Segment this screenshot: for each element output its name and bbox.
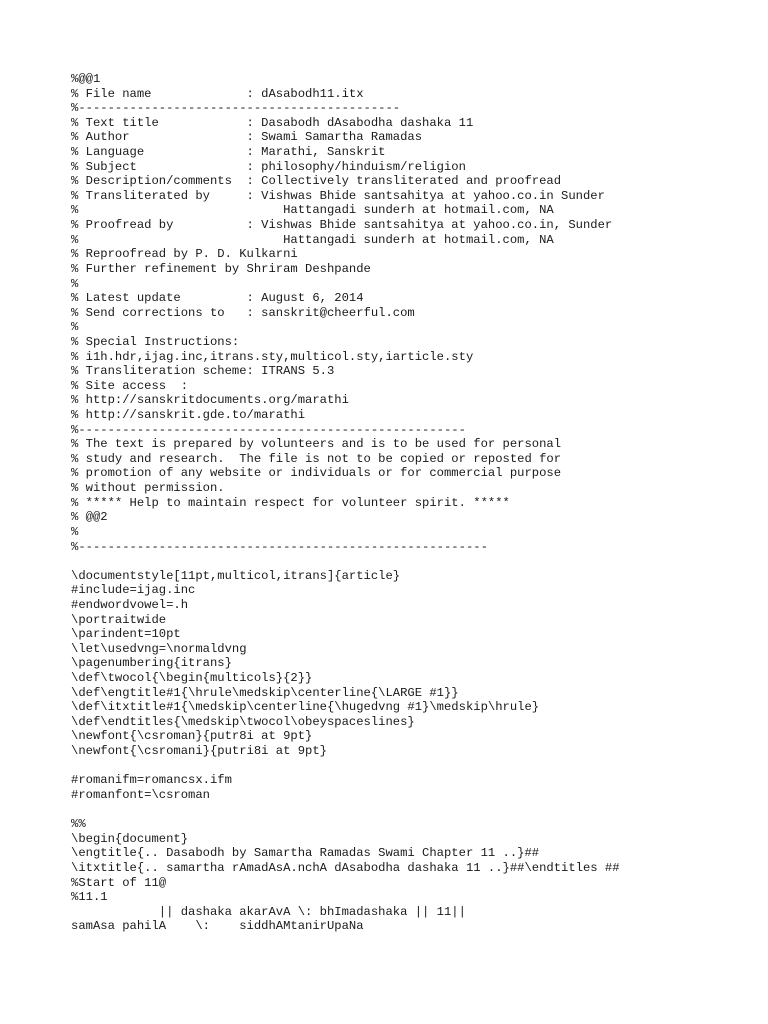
document-line: %% bbox=[71, 817, 86, 832]
document-line: % Subject : philosophy/hinduism/religion bbox=[71, 159, 466, 174]
document-line: \engtitle{.. Dasabodh by Samartha Ramadas Swami Chapter 11 ..}## bbox=[71, 846, 540, 861]
document-line: % Hattangadi sunderh at hotmail.com, NA bbox=[71, 232, 554, 247]
document-line: % bbox=[71, 276, 79, 291]
document-line: \pagenumbering{itrans} bbox=[71, 656, 232, 671]
document-line: % Transliteration scheme: ITRANS 5.3 bbox=[71, 364, 335, 379]
document-line: \portraitwide bbox=[71, 612, 167, 627]
document-line: \def\engtitle#1{\hrule\medskip\centerline{\LARGE #1}} bbox=[71, 685, 459, 700]
document-line: % Language : Marathi, Sanskrit bbox=[71, 145, 386, 160]
document-line: \def\itxtitle#1{\medskip\centerline{\hugedvng #1}\medskip\hrule} bbox=[71, 700, 540, 715]
document-line: #include=ijag.inc bbox=[71, 583, 196, 598]
document-line: % i1h.hdr,ijag.inc,itrans.sty,multicol.sty,iarticle.sty bbox=[71, 349, 474, 364]
document-line: samAsa pahilA \: siddhAMtanirUpaNa bbox=[71, 919, 364, 934]
document-line: % http://sanskritdocuments.org/marathi bbox=[71, 393, 349, 408]
document-line: \itxtitle{.. samartha rAmadAsA.nchA dAsabodha dashaka 11 ..}##\endtitles ## bbox=[71, 860, 620, 875]
document-line: % bbox=[71, 320, 79, 335]
document-line: % Description/comments : Collectively transliterated and proofread bbox=[71, 174, 562, 189]
document-line: % Site access : bbox=[71, 378, 189, 393]
document-line bbox=[71, 802, 751, 817]
document-line: % Latest update : August 6, 2014 bbox=[71, 291, 364, 306]
document-line: #romanfont=\csroman bbox=[71, 787, 210, 802]
document-line: % File name : dAsabodh11.itx bbox=[71, 86, 364, 101]
document-line: \parindent=10pt bbox=[71, 627, 181, 642]
document-line: || dashaka akarAvA \: bhImadashaka || 11|| bbox=[71, 904, 466, 919]
document-line: #endwordvowel=.h bbox=[71, 597, 189, 612]
document-line: %@@1 bbox=[71, 72, 101, 86]
document-line bbox=[71, 554, 751, 569]
document-line: % Text title : Dasabodh dAsabodha dashaka 11 bbox=[71, 115, 474, 130]
document-line: %Start of 11@ bbox=[71, 875, 167, 890]
document-line: % Reproofread by P. D. Kulkarni bbox=[71, 247, 298, 262]
document-line: % http://sanskrit.gde.to/marathi bbox=[71, 408, 306, 423]
document-body bbox=[71, 72, 751, 934]
document-line: % without permission. bbox=[71, 481, 225, 496]
document-line: \def\endtitles{\medskip\twocol\obeyspaceslines} bbox=[71, 714, 415, 729]
document-line: % The text is prepared by volunteers and is to be used for personal bbox=[71, 437, 562, 452]
document-line: % bbox=[71, 524, 79, 539]
document-line: %----------------------------------------------------- bbox=[71, 422, 466, 437]
document-line: % Hattangadi sunderh at hotmail.com, NA bbox=[71, 203, 554, 218]
document-line: \def\twocol{\begin{multicols}{2}} bbox=[71, 670, 313, 685]
document-line: % study and research. The file is not to be copied or reposted for bbox=[71, 451, 562, 466]
document-line: % Author : Swami Samartha Ramadas bbox=[71, 130, 423, 145]
document-line: % ***** Help to maintain respect for volunteer spirit. ***** bbox=[71, 495, 510, 510]
document-line: % @@2 bbox=[71, 510, 108, 525]
document-line: %-------------------------------------------- bbox=[71, 101, 401, 116]
document-line: \newfont{\csroman}{putr8i at 9pt} bbox=[71, 729, 313, 744]
document-line: % Special Instructions: bbox=[71, 334, 240, 349]
document-line: % Transliterated by : Vishwas Bhide santsahitya at yahoo.co.in Sunder bbox=[71, 188, 605, 203]
document-line: %11.1 bbox=[71, 890, 108, 905]
document-line bbox=[71, 759, 751, 774]
document-line: %-------------------------------------------------------- bbox=[71, 539, 488, 554]
document-line: #romanifm=romancsx.ifm bbox=[71, 773, 232, 788]
document-line: % Proofread by : Vishwas Bhide santsahitya at yahoo.co.in, Sunder bbox=[71, 218, 613, 233]
document-line: \documentstyle[11pt,multicol,itrans]{article} bbox=[71, 568, 401, 583]
document-line: \newfont{\csromani}{putri8i at 9pt} bbox=[71, 744, 327, 759]
document-line: % Further refinement by Shriram Deshpande bbox=[71, 261, 371, 276]
document-line: \let\usedvng=\normaldvng bbox=[71, 641, 247, 656]
document-line: % promotion of any website or individuals or for commercial purpose bbox=[71, 466, 562, 481]
document-line: % Send corrections to : sanskrit@cheerful.com bbox=[71, 305, 415, 320]
document-line: \begin{document} bbox=[71, 831, 189, 846]
